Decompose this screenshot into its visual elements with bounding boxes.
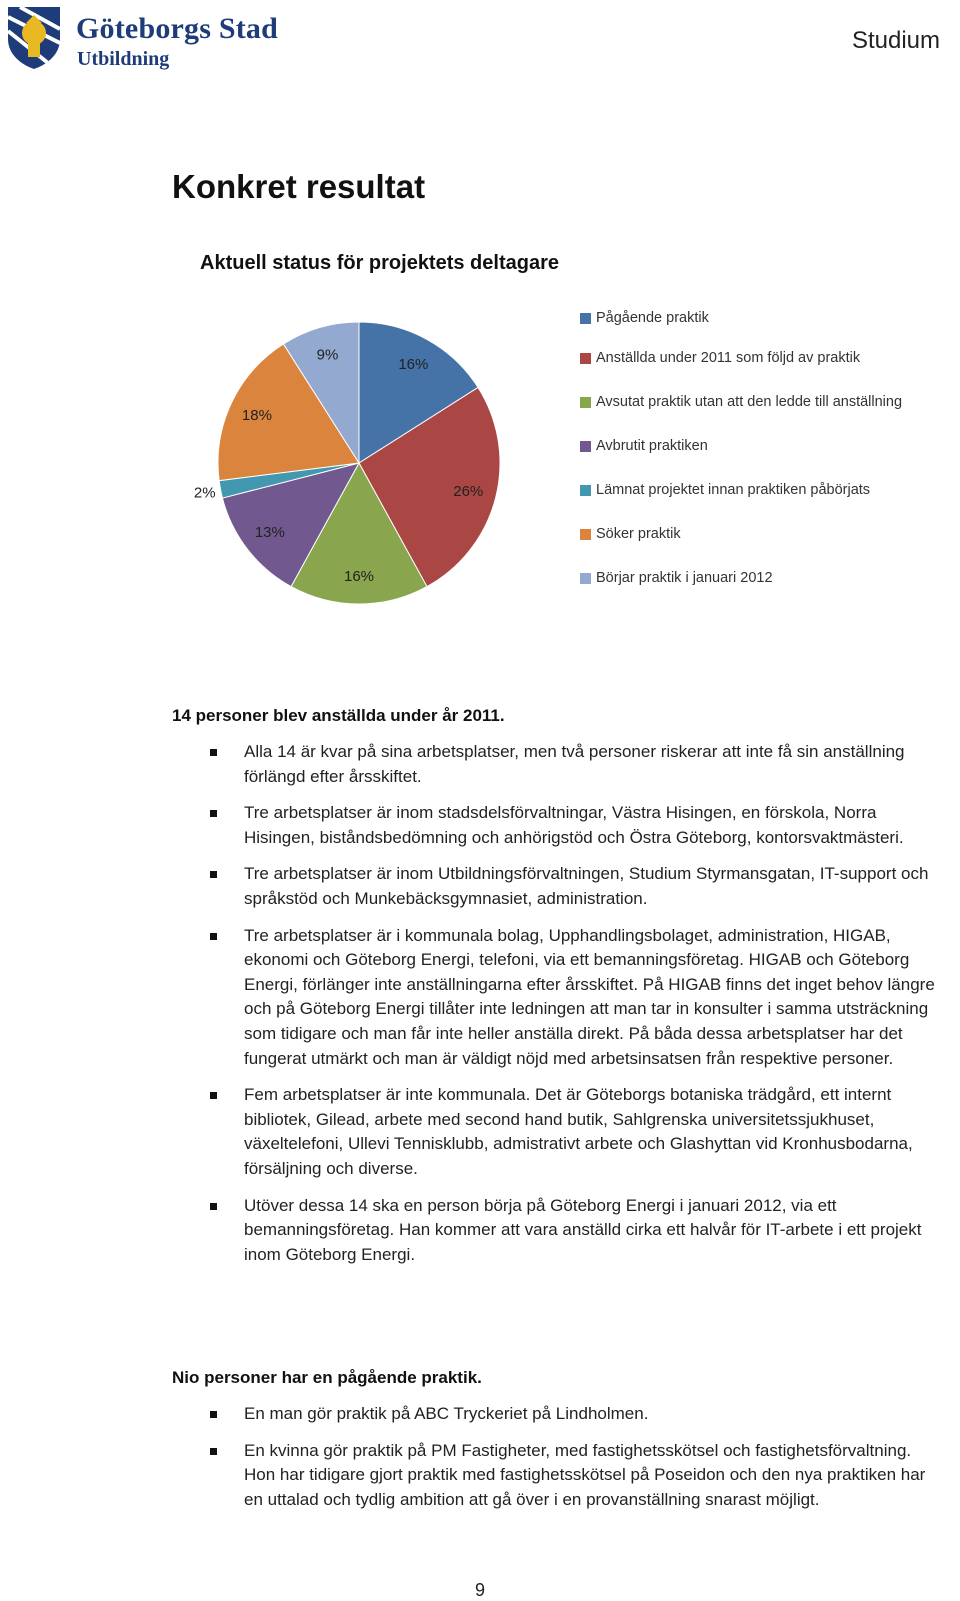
bullet-text: Tre arbetsplatser är i kommunala bolag, Upphandlingsbolaget, administration, HIGAB, ekonomi och Göteborg Energi, telefoni, via ett bemanningsföretag. HIGAB och Göteborg Energi, förlänger inte anställningarna efter årsskiftet. På HIGAB finns det inget behov längre och på Göteborg Energi tillåter inte ledningen att man tar in konsulter i samma utsträckning som tidigare och man får inte heller anställa direkt. På båda dessa arbetsplatser har det fungerat utmärkt och man är väldigt nöjd med arbetsinsatsen från respektive personer. (244, 925, 935, 1068)
pie-label-5: 18% (241, 406, 272, 424)
legend-swatch (580, 397, 591, 408)
square-bullet-icon (210, 1092, 217, 1099)
legend-item-0 (580, 308, 906, 328)
section-title: Konkret resultat (172, 168, 426, 205)
legend-swatch (580, 313, 591, 324)
legend-label: Lämnat projektet innan praktiken påbörjats (596, 482, 871, 498)
org-subtitle: Utbildning (77, 48, 170, 70)
square-bullet-icon (210, 871, 217, 878)
legend-item-6 (580, 568, 906, 588)
section1-bullet-0 (210, 740, 940, 789)
legend-label: Avbrutit praktiken (596, 438, 708, 454)
section2-heading: Nio personer har en pågående praktik. (172, 1368, 482, 1387)
section1-bullet-5 (210, 1194, 940, 1268)
shield-lion-icon (4, 3, 64, 71)
section1-bullet-3 (210, 924, 940, 1072)
bullet-text: En man gör praktik på ABC Tryckeriet på Lindholmen. (244, 1404, 649, 1423)
legend-item-5 (580, 524, 906, 544)
square-bullet-icon (210, 810, 217, 817)
pie-label-0: 16% (398, 356, 429, 374)
legend-item-4 (580, 480, 906, 500)
legend-label: Börjar praktik i januari 2012 (596, 570, 773, 586)
city-logo (4, 3, 64, 71)
legend-item-2 (580, 392, 906, 412)
section2-bullet-list (210, 1402, 940, 1524)
bullet-text: Tre arbetsplatser är inom stadsdelsförvaltningar, Västra Hisingen, en förskola, Norra Hisingen, biståndsbedömning och anhörigstöd och Östra Göteborg, kontorsvaktmästeri. (244, 803, 904, 847)
legend-label: Söker praktik (596, 526, 681, 542)
section1-heading: 14 personer blev anställda under år 2011. (172, 706, 505, 725)
section2-bullet-1 (210, 1439, 940, 1513)
bullet-text: Fem arbetsplatser är inte kommunala. Det är Göteborgs botaniska trädgård, ett internt bibliotek, Gilead, arbete med second hand butik, Sahlgrenska universitetssjukhuset, växeltelefoni, Ullevi Tennisklubb, admistrativt arbete och Glashyttan vid Kronhusbodarna, försäljning och diverse. (244, 1085, 913, 1178)
square-bullet-icon (210, 749, 217, 756)
legend-item-1 (580, 348, 906, 368)
legend-label: Pågående praktik (596, 310, 709, 326)
bullet-text: Utöver dessa 14 ska en person börja på Göteborg Energi i januari 2012, via ett bemanningsföretag. Han kommer att vara anställd cirka ett halvår för IT-arbete i ett projekt inom Göteborg Energi. (244, 1195, 922, 1264)
legend-swatch (580, 573, 591, 584)
legend-item-3 (580, 436, 906, 456)
bullet-text: En kvinna gör praktik på PM Fastigheter, med fastighetsskötsel och fastighetsförvaltning. Hon har tidigare gjort praktik med fastighetsskötsel på Poseidon och den nya praktiken har en uttalad och tydlig ambition att gå över i en provanställning snarast möjligt. (244, 1440, 926, 1509)
section1-bullet-list (210, 740, 940, 1279)
square-bullet-icon (210, 1411, 217, 1418)
legend-swatch (580, 485, 591, 496)
pie-label-3: 13% (254, 524, 285, 542)
section1-bullet-2 (210, 862, 940, 911)
pie-chart (180, 300, 540, 640)
bullet-text: Tre arbetsplatser är inom Utbildningsförvaltningen, Studium Styrmansgatan, IT-support och språkstöd och Munkebäcksgymnasiet, administration. (244, 864, 929, 908)
pie-label-4: 2% (193, 484, 216, 502)
square-bullet-icon (210, 1203, 217, 1210)
legend-swatch (580, 353, 591, 364)
pie-label-2: 16% (343, 567, 375, 585)
legend-label: Avsutat praktik utan att den ledde till anställning (596, 394, 903, 410)
square-bullet-icon (210, 1448, 217, 1455)
legend-swatch (580, 529, 591, 540)
legend-swatch (580, 441, 591, 452)
org-name: Göteborgs Stad (76, 12, 278, 45)
legend-label: Anställda under 2011 som följd av praktik (596, 350, 861, 366)
header-right-label: Studium (851, 27, 940, 54)
page-number: 9 (474, 1580, 485, 1600)
pie-label-6: 9% (316, 346, 339, 364)
square-bullet-icon (210, 933, 217, 940)
chart-title: Aktuell status för projektets deltagare (200, 252, 559, 274)
pie-label-1: 26% (453, 483, 484, 501)
section1-bullet-4 (210, 1083, 940, 1181)
section1-bullet-1 (210, 801, 940, 850)
bullet-text: Alla 14 är kvar på sina arbetsplatser, men två personer riskerar att inte få sin anställning förlängd efter årsskiftet. (244, 742, 905, 786)
section2-bullet-0 (210, 1402, 940, 1427)
